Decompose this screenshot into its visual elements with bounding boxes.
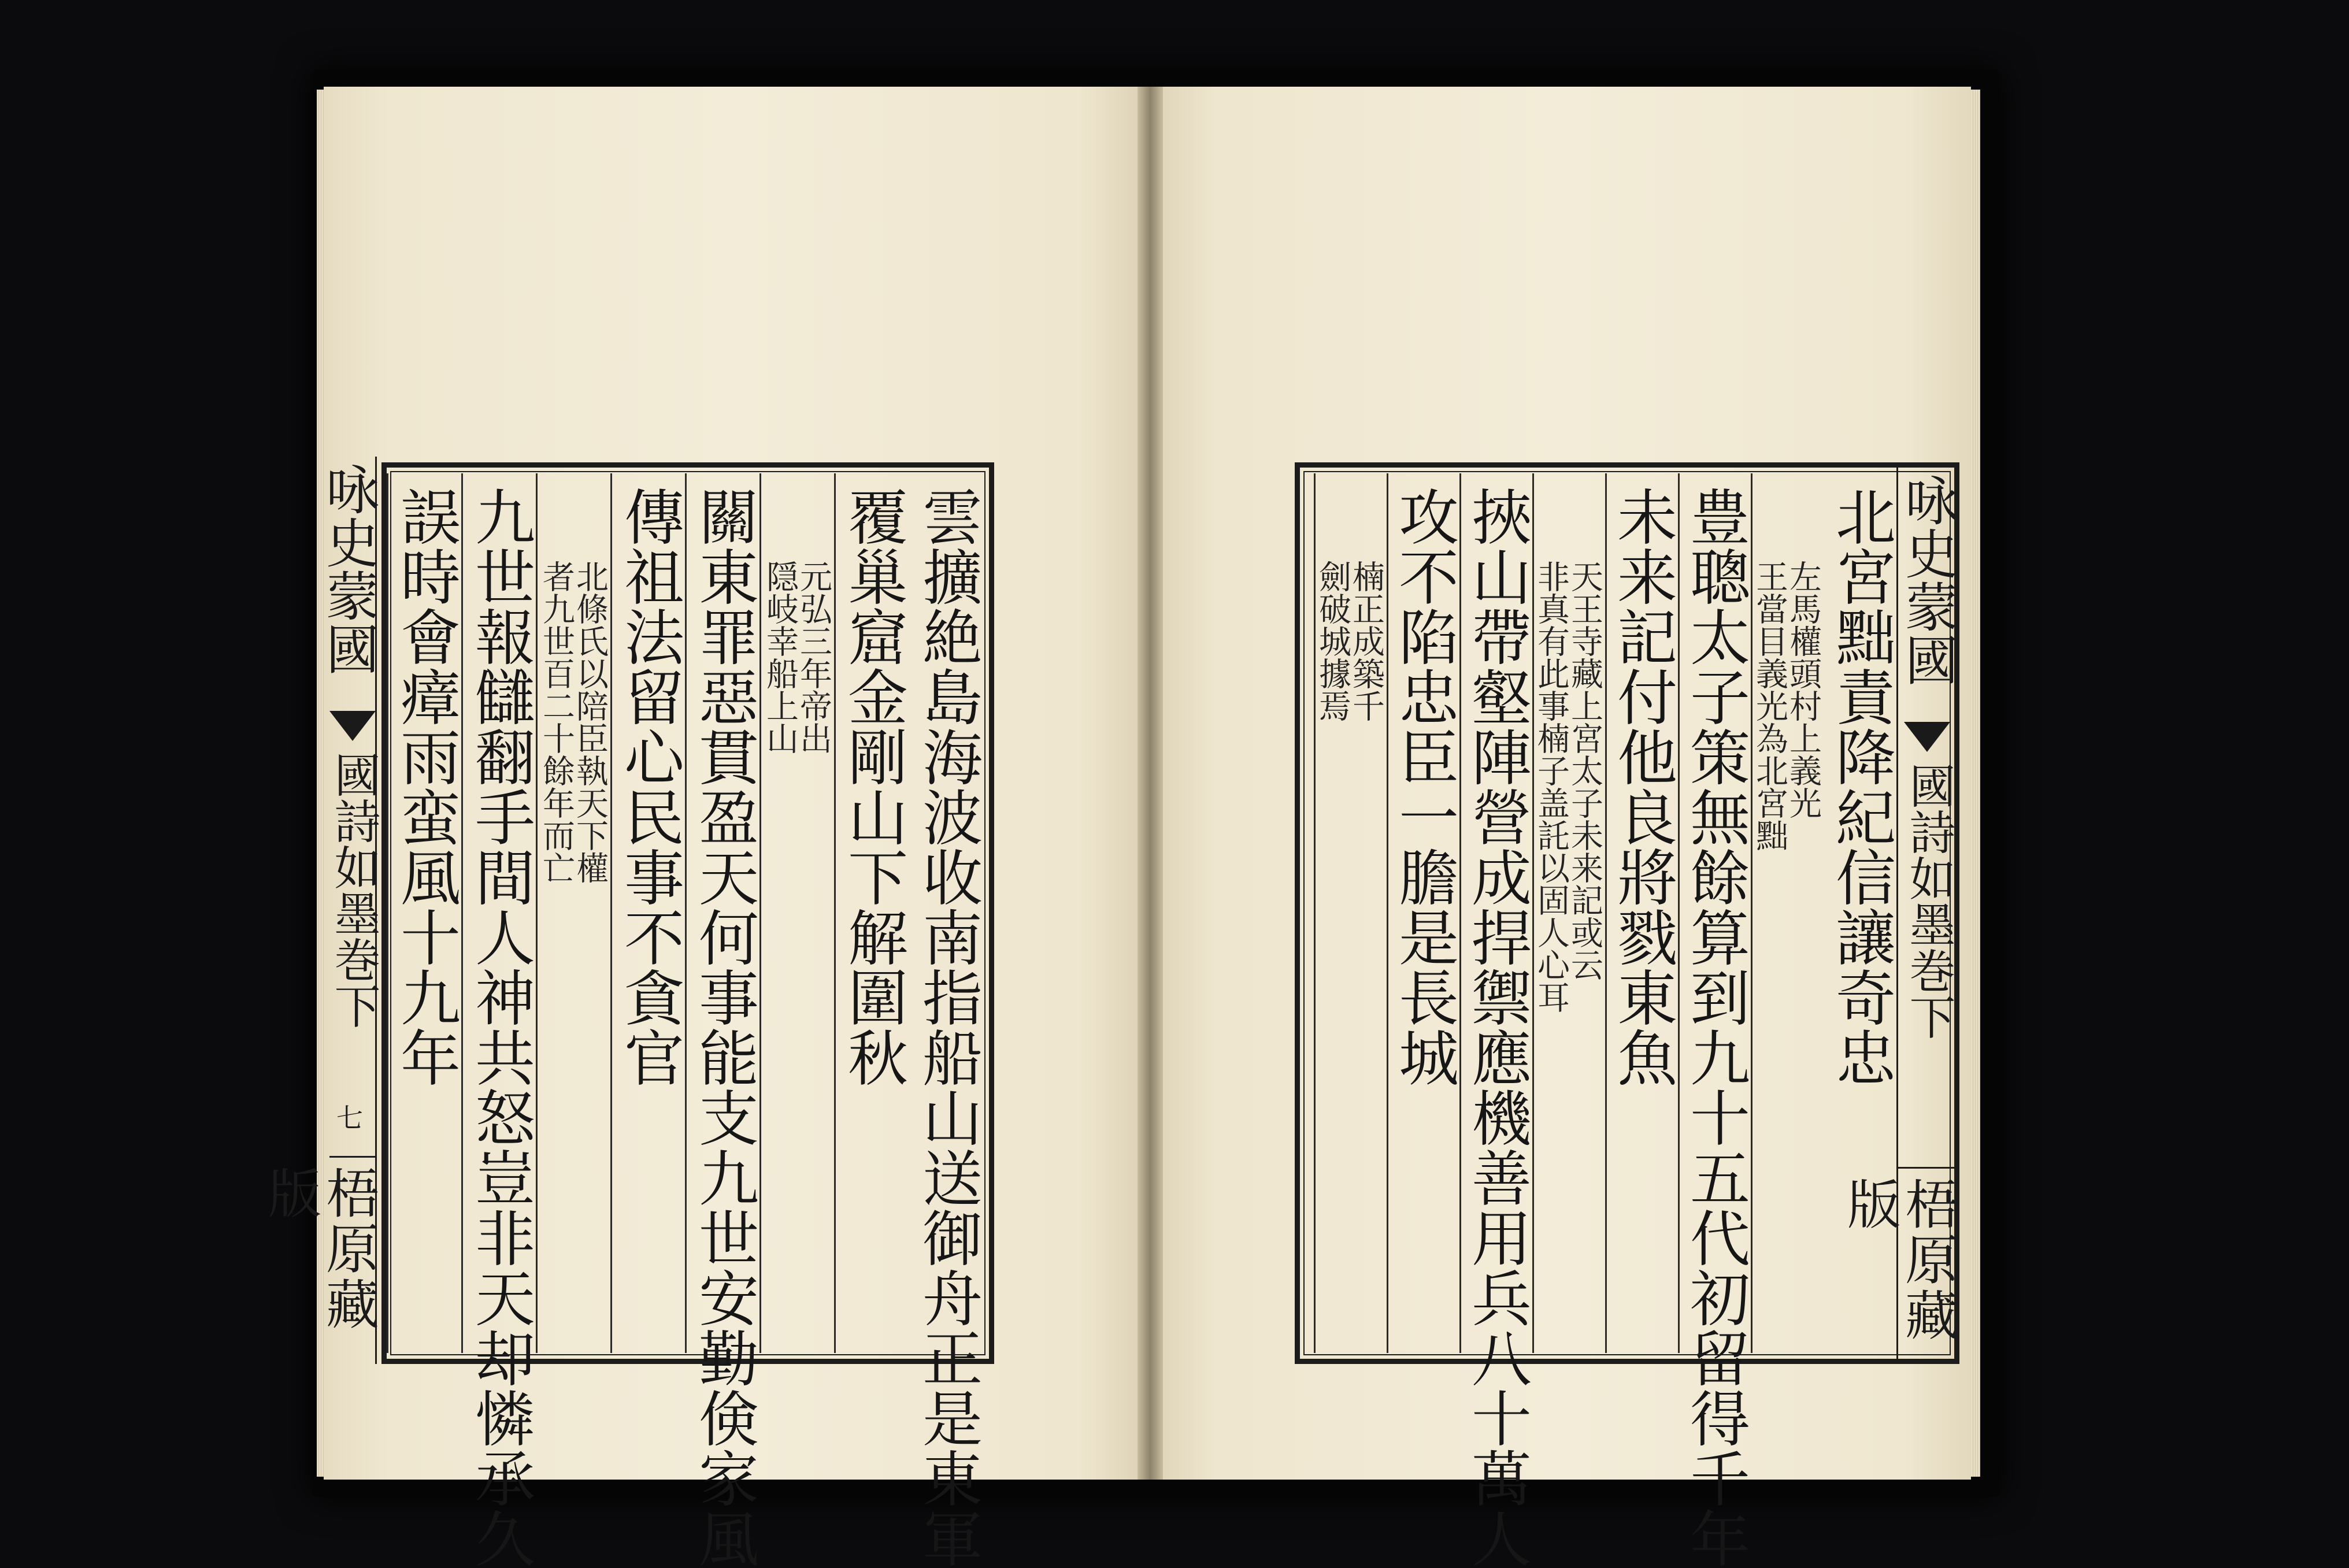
left-banxin-title: 咏史蒙國 [317, 462, 379, 675]
text-column: 覆巢窟金剛山下解圍秋 [834, 473, 909, 1353]
annotation-column [759, 473, 834, 1353]
right-banxin-chapter: 國詩如墨巻下 [1902, 762, 1955, 1040]
text-column: 九世報讎翻手間人神共怒豈非天却憐承久 [461, 473, 536, 1353]
right-banxin-title: 咏史蒙國 [1896, 473, 1958, 686]
annotation-line: 北條氏以陪臣執天下權 [571, 560, 609, 884]
text-column: 北宮黜責降紀信讓奇忠 [1825, 486, 1896, 1087]
annotation-line: 左馬權頭村上義光 [1784, 560, 1822, 819]
text-column: 關東罪惡貫盈天何事能支九世安勤倹家風 [685, 473, 759, 1353]
text-column: 傳祖法留心民事不貪官 [610, 473, 685, 1353]
text-column: 挾山帶壑陣營成捍禦應機善用兵八十萬人 [1459, 473, 1532, 1353]
left-banxin-chapter: 國詩如墨巻下 [327, 751, 380, 1029]
left-banxin [260, 457, 380, 1364]
annotation-line: 元弘三年帝出 [795, 560, 832, 754]
right-banxin-publisher: 梧原藏版 [1898, 1167, 1956, 1373]
text-column: 未来記付他良將戮東魚 [1605, 473, 1678, 1353]
left-fishtail-mark [329, 711, 376, 741]
annotation-column [1751, 473, 1824, 1353]
text-column: 豊聰太子策無餘算到九十五代初留得千年 [1678, 473, 1751, 1353]
right-fishtail-mark [1904, 722, 1950, 752]
left-banxin-publisher: 梧原藏版 [329, 1156, 377, 1368]
text-column: 誤時會瘴雨蛮風十九年 [387, 473, 461, 1353]
left-text-frame [381, 462, 994, 1568]
annotation-line: 天王寺藏上宮太子未来記或云 [1566, 560, 1603, 981]
text-column: 攻不陷忠臣一膽是長城 [1387, 473, 1459, 1353]
annotation-line: 隠岐幸船上山 [761, 560, 799, 754]
left-folio-number: 七 [332, 1104, 364, 1130]
annotation-column [1314, 473, 1387, 1353]
annotation-line: 者九世百二十餘年而亡 [538, 560, 575, 884]
annotation-line: 楠正成築千 [1347, 560, 1385, 722]
annotation-line: 非真有此事楠子盖託以固人心耳 [1532, 560, 1570, 1013]
right-text-frame [1295, 462, 1959, 1568]
text-column: 雲擴絶島海波收南指船山送御舟正是東軍 [912, 486, 983, 1568]
annotation-column [536, 473, 610, 1353]
annotation-line: 王當目義光為北宮黜 [1751, 560, 1788, 851]
book-gutter [1138, 87, 1163, 1480]
annotation-column [1532, 473, 1605, 1353]
annotation-line: 劍破城據焉 [1314, 560, 1351, 722]
